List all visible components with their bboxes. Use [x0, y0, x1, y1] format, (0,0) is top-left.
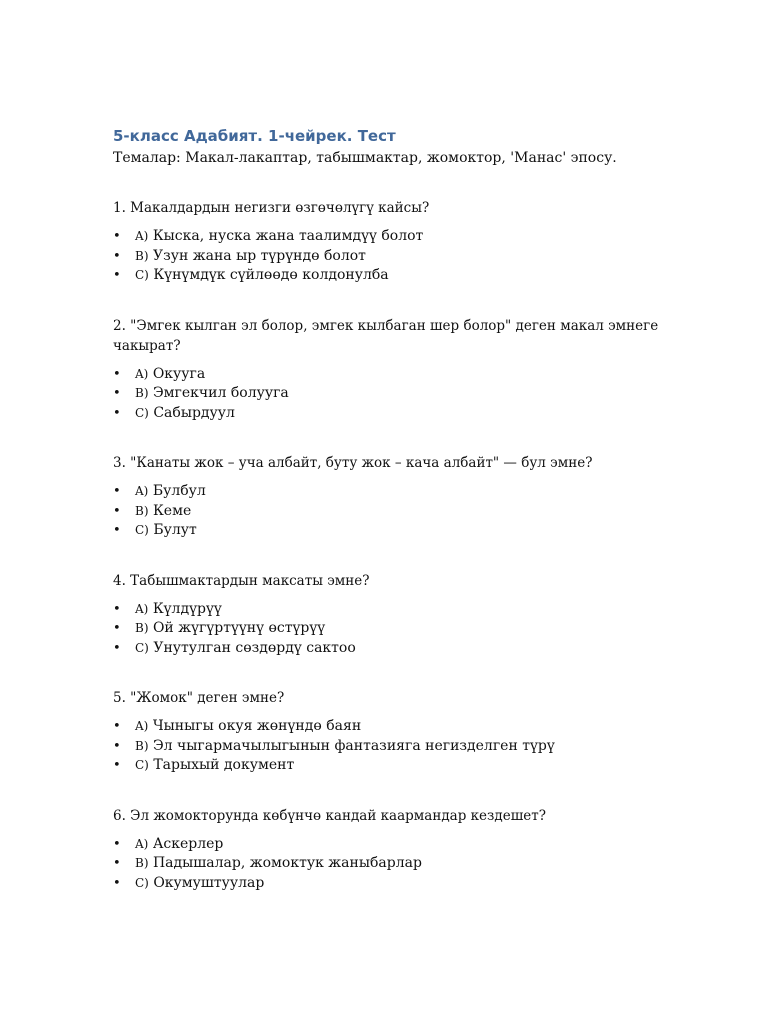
option-c [113, 874, 673, 894]
option-list [113, 600, 673, 659]
option-text: Күлдүрүү [152, 600, 222, 617]
bullet-icon: • [113, 229, 121, 244]
option-text: Эл чыгармачылыгынын фантазияга негизделген түрү [152, 737, 555, 754]
question-3 [113, 453, 673, 541]
bullet-icon: • [113, 601, 121, 617]
bullet-icon: • [113, 738, 121, 754]
option-letter: C) [135, 640, 149, 655]
option-text: Эмгекчил болууга [152, 385, 289, 401]
option-a [113, 717, 673, 737]
bullet-icon: • [113, 719, 121, 734]
bullet-icon: • [113, 621, 121, 636]
option-text: Чыныгы окуя жөнүндө баян [152, 718, 362, 734]
bullet-icon: • [113, 405, 121, 421]
option-letter: A) [135, 366, 149, 381]
bullet-icon: • [113, 523, 121, 538]
question-text: 2. "Эмгек кылган эл болор, эмгек кылбаган шер болор" деген макал эмнеге чакырат? [113, 317, 659, 354]
question-text: 3. "Канаты жок – уча албайт, буту жок – кача албайт" — бул эмне? [113, 455, 593, 471]
question-text: 1. Макалдардын негизги өзгөчөлүгү кайсы? [113, 200, 430, 216]
option-text: Сабырдуул [153, 404, 235, 421]
bullet-icon: • [113, 386, 121, 401]
option-letter: B) [135, 738, 149, 753]
option-text: Унутулган сөздөрдү сактоо [153, 639, 356, 656]
option-text: Ой жүгүртүүнү өстүрүү [152, 620, 326, 636]
option-letter: B) [135, 621, 149, 635]
option-text: Окууга [152, 365, 206, 382]
option-c [113, 404, 673, 424]
option-text: Узун жана ыр түрүндө болот [152, 247, 366, 264]
question-text: 4. Табышмактардын максаты эмне? [113, 572, 370, 589]
question-6 [113, 806, 673, 894]
option-b [113, 619, 673, 639]
bullet-icon: • [113, 856, 121, 871]
option-list [113, 835, 673, 894]
option-letter: B) [135, 503, 149, 518]
option-letter: C) [135, 875, 149, 890]
bullet-icon: • [113, 640, 121, 656]
option-b [113, 384, 673, 404]
option-letter: A) [135, 719, 149, 733]
question-5 [113, 688, 673, 776]
bullet-icon: • [113, 484, 121, 499]
option-text: Булут [153, 522, 197, 538]
option-list [113, 227, 673, 286]
option-c [113, 521, 673, 541]
question-text: 5. "Жомок" деген эмне? [113, 690, 285, 706]
option-b [113, 737, 673, 757]
bullet-icon: • [113, 836, 121, 852]
document-title: 5-класс Адабият. 1-чейрек. Тест [113, 127, 396, 145]
option-letter: A) [135, 601, 149, 616]
option-letter: C) [135, 405, 149, 420]
option-letter: C) [135, 268, 149, 282]
option-list [113, 717, 673, 776]
question-text: 6. Эл жомокторунда көбүнчө кандай каармандар кездешет? [113, 807, 546, 824]
question-1 [113, 198, 673, 286]
option-text: Окумуштуулар [153, 874, 265, 891]
bullet-icon: • [113, 268, 121, 283]
option-letter: A) [135, 484, 149, 498]
option-text: Падышалар, жомоктук жаныбарлар [152, 855, 422, 871]
option-a [113, 835, 673, 855]
bullet-icon: • [113, 503, 121, 519]
option-text: Кыска, нуска жана таалимдүү болот [152, 228, 424, 244]
document-subtitle: Темалар: Макал-лакаптар, табышмактар, жомоктор, 'Манас' эпосу. [113, 150, 617, 166]
option-a [113, 227, 673, 247]
question-4 [113, 571, 673, 659]
option-letter: A) [135, 229, 149, 243]
option-a [113, 365, 673, 385]
option-c [113, 266, 673, 286]
option-text: Күнүмдүк сүйлөөдө колдонулба [153, 267, 389, 283]
bullet-icon: • [113, 366, 121, 382]
option-b [113, 502, 673, 522]
option-b [113, 854, 673, 874]
document-content [113, 125, 673, 893]
option-letter: C) [135, 758, 149, 772]
option-list [113, 482, 673, 541]
option-letter: C) [135, 523, 149, 537]
option-a [113, 600, 673, 620]
bullet-icon: • [113, 875, 121, 891]
option-c [113, 639, 673, 659]
option-b [113, 247, 673, 267]
option-c [113, 756, 673, 776]
question-2 [113, 316, 673, 424]
bullet-icon: • [113, 758, 121, 773]
option-list [113, 365, 673, 424]
option-letter: A) [135, 836, 149, 851]
option-letter: B) [135, 386, 149, 400]
option-text: Аскерлер [152, 835, 224, 852]
option-letter: B) [135, 248, 149, 263]
option-letter: B) [135, 856, 149, 870]
option-a [113, 482, 673, 502]
bullet-icon: • [113, 248, 121, 264]
option-text: Булбул [152, 483, 206, 499]
option-text: Тарыхый документ [153, 757, 295, 773]
option-text: Кеме [152, 502, 192, 519]
